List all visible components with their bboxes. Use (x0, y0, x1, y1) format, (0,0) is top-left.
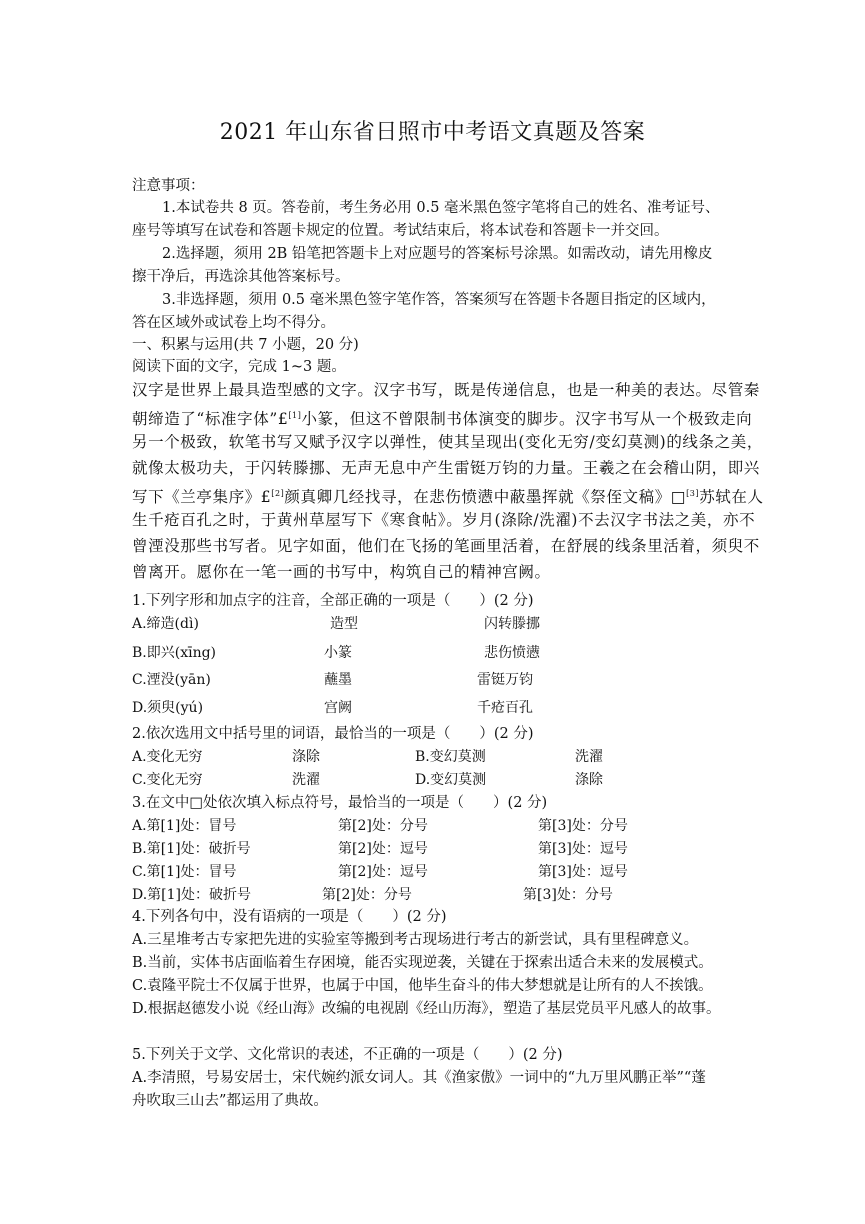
note-3-line-1: 3.非选择题，须用 0.5 毫米黑色签字笔作答，答案须写在答题卡各题目指定的区域内， (162, 292, 716, 308)
q3-option-b-part-2: 第[2]处：逗号 (338, 841, 428, 857)
passage-line-2: 朝缔造了“标准字体”£[1]小篆，但这不曾限制书体演变的脚步。汉字书写从一个极致走向 (132, 410, 753, 428)
q1-option-b: B.即兴(xīng) (132, 645, 217, 661)
reading-instruction: 阅读下面的文字，完成 1~3 题。 (132, 359, 346, 375)
q2-option-a: A.变化无穷 (132, 749, 203, 765)
q3-option-d-part-3: 第[3]处：分号 (523, 887, 613, 903)
q3-option-a-part-3: 第[3]处：分号 (538, 818, 628, 834)
q5-option-a-line-2: 舟吹取三山去”都运用了典故。 (132, 1093, 328, 1109)
passage-line-5: 写下《兰亭集序》£[2]颜真卿几经找寻，在悲伤愤懑中蔽墨挥就《祭侄文稿》□[3]苏轼在人 (132, 488, 764, 506)
q2-option-c: C.变化无穷 (132, 772, 203, 788)
note-3-line-2: 答在区域外或试卷上均不得分。 (132, 315, 335, 331)
q1-option-d-word-2: 宫阙 (324, 700, 352, 716)
q4-stem: 4.下列各句中，没有语病的一项是（ ）(2 分) (132, 909, 447, 925)
q3-stem: 3.在文中□处依次填入标点符号，最恰当的一项是（ ）(2 分) (132, 795, 548, 811)
q3-option-d-part-2: 第[2]处：分号 (322, 887, 412, 903)
document-title: 2021 年山东省日照市中考语文真题及答案 (219, 120, 646, 145)
q3-option-a-part-2: 第[2]处：分号 (338, 818, 428, 834)
q3-option-c-part-2: 第[2]处：逗号 (338, 864, 428, 880)
passage-line-8: 曾离开。愿你在一笔一画的书写中，构筑自己的精神宫阙。 (132, 563, 551, 581)
q1-option-c: C.湮没(yān) (132, 672, 211, 688)
q3-option-b-part-3: 第[3]处：逗号 (538, 841, 628, 857)
q3-option-c: C.第[1]处：冒号 (132, 864, 237, 880)
note-2-line-1: 2.选择题，须用 2B 铅笔把答题卡上对应题号的答案标号涂黑。如需改动，请先用橡皮 (162, 246, 713, 262)
passage-line-1: 汉字是世界上最具造型感的文字。汉字书写，既是传递信息，也是一种美的表达。尽管秦 (132, 381, 760, 399)
notes-heading: 注意事项： (132, 178, 205, 194)
q1-option-c-word-2: 蘸墨 (324, 672, 352, 688)
footnote-marker-3: [3] (686, 489, 700, 498)
q1-option-b-word-3: 悲伤愤懑 (484, 645, 540, 661)
q2-option-d-word-2: 涤除 (575, 772, 603, 788)
q2-option-a-word-2: 涤除 (292, 749, 320, 765)
q4-option-b: B.当前，实体书店面临着生存困境，能否实现逆袭，关键在于探索出适合未来的发展模式。 (132, 955, 713, 971)
q5-option-a-line-1: A.李清照，号易安居士，宋代婉约派女词人。其《渔家傲》一词中的“九万里风鹏正举”“蓬 (132, 1070, 706, 1086)
q5-stem: 5.下列关于文学、文化常识的表述，不正确的一项是（ ）(2 分) (132, 1047, 563, 1063)
q1-stem: 1.下列字形和加点字的注音，全部正确的一项是（ ）(2 分) (132, 593, 534, 609)
passage-line-6: 生千疮百孔之时，于黄州草屋写下《寒食帖》。岁月(涤除/洗濯)不去汉字书法之美，亦不 (132, 511, 756, 529)
note-1-line-2: 座号等填写在试卷和答题卡规定的位置。考试结束后，将本试卷和答题卡一并交回。 (132, 223, 669, 239)
q4-option-a: A.三星堆考古专家把先进的实验室等搬到考古现场进行考古的新尝试，具有里程碑意义。 (132, 932, 699, 948)
q4-option-c: C.袁隆平院士不仅属于世界，也属于中国，他毕生奋斗的伟大梦想就是让所有的人不挨饿。 (132, 978, 713, 994)
note-1-line-1: 1.本试卷共 8 页。答卷前，考生务必用 0.5 毫米黑色签字笔将自己的姓名、准考证号、 (162, 200, 720, 216)
q2-option-b-word-2: 洗濯 (575, 749, 603, 765)
q1-option-d: D.须臾(yú) (132, 700, 204, 716)
q2-option-d: D.变幻莫测 (415, 772, 487, 788)
footnote-marker-2: [2] (271, 489, 285, 498)
q1-option-b-word-2: 小篆 (324, 645, 352, 661)
passage-line-7: 曾湮没那些书写者。见字如面，他们在飞扬的笔画里活着，在舒展的线条里活着，须臾不 (132, 537, 760, 555)
q1-option-c-word-3: 雷铤万钧 (477, 672, 533, 688)
q1-option-a-word-3: 闪转滕挪 (484, 616, 540, 632)
q2-option-c-word-2: 洗濯 (292, 772, 320, 788)
passage-line-3: 另一个极致，软笔书写又赋予汉字以弹性，使其呈现出(变化无穷/变幻莫测)的线条之美， (132, 433, 763, 451)
q2-option-b: B.变幻莫测 (415, 749, 486, 765)
q4-option-d: D.根据赵德发小说《经山海》改编的电视剧《经山历海》，塑造了基层党员平凡感人的故事。 (132, 1001, 721, 1017)
passage-line-4: 就像太极功夫，于闪转滕挪、无声无息中产生雷铤万钧的力量。王羲之在会稽山阴，即兴 (132, 459, 760, 477)
q1-option-d-word-3: 千疮百孔 (477, 700, 533, 716)
q1-option-a: A.缔造(dì) (132, 616, 199, 632)
q1-option-a-word-2: 造型 (330, 616, 358, 632)
q3-option-b: B.第[1]处：破折号 (132, 841, 251, 857)
note-2-line-2: 擦干净后，再选涂其他答案标号。 (132, 269, 350, 285)
footnote-marker-1: [1] (288, 411, 302, 420)
q3-option-c-part-3: 第[3]处：逗号 (538, 864, 628, 880)
q3-option-a: A.第[1]处：冒号 (132, 818, 237, 834)
q2-stem: 2.依次选用文中括号里的词语，最恰当的一项是（ ）(2 分) (132, 726, 534, 742)
section-heading: 一、积累与运用(共 7 小题，20 分) (132, 337, 359, 353)
q3-option-d: D.第[1]处：破折号 (132, 887, 252, 903)
